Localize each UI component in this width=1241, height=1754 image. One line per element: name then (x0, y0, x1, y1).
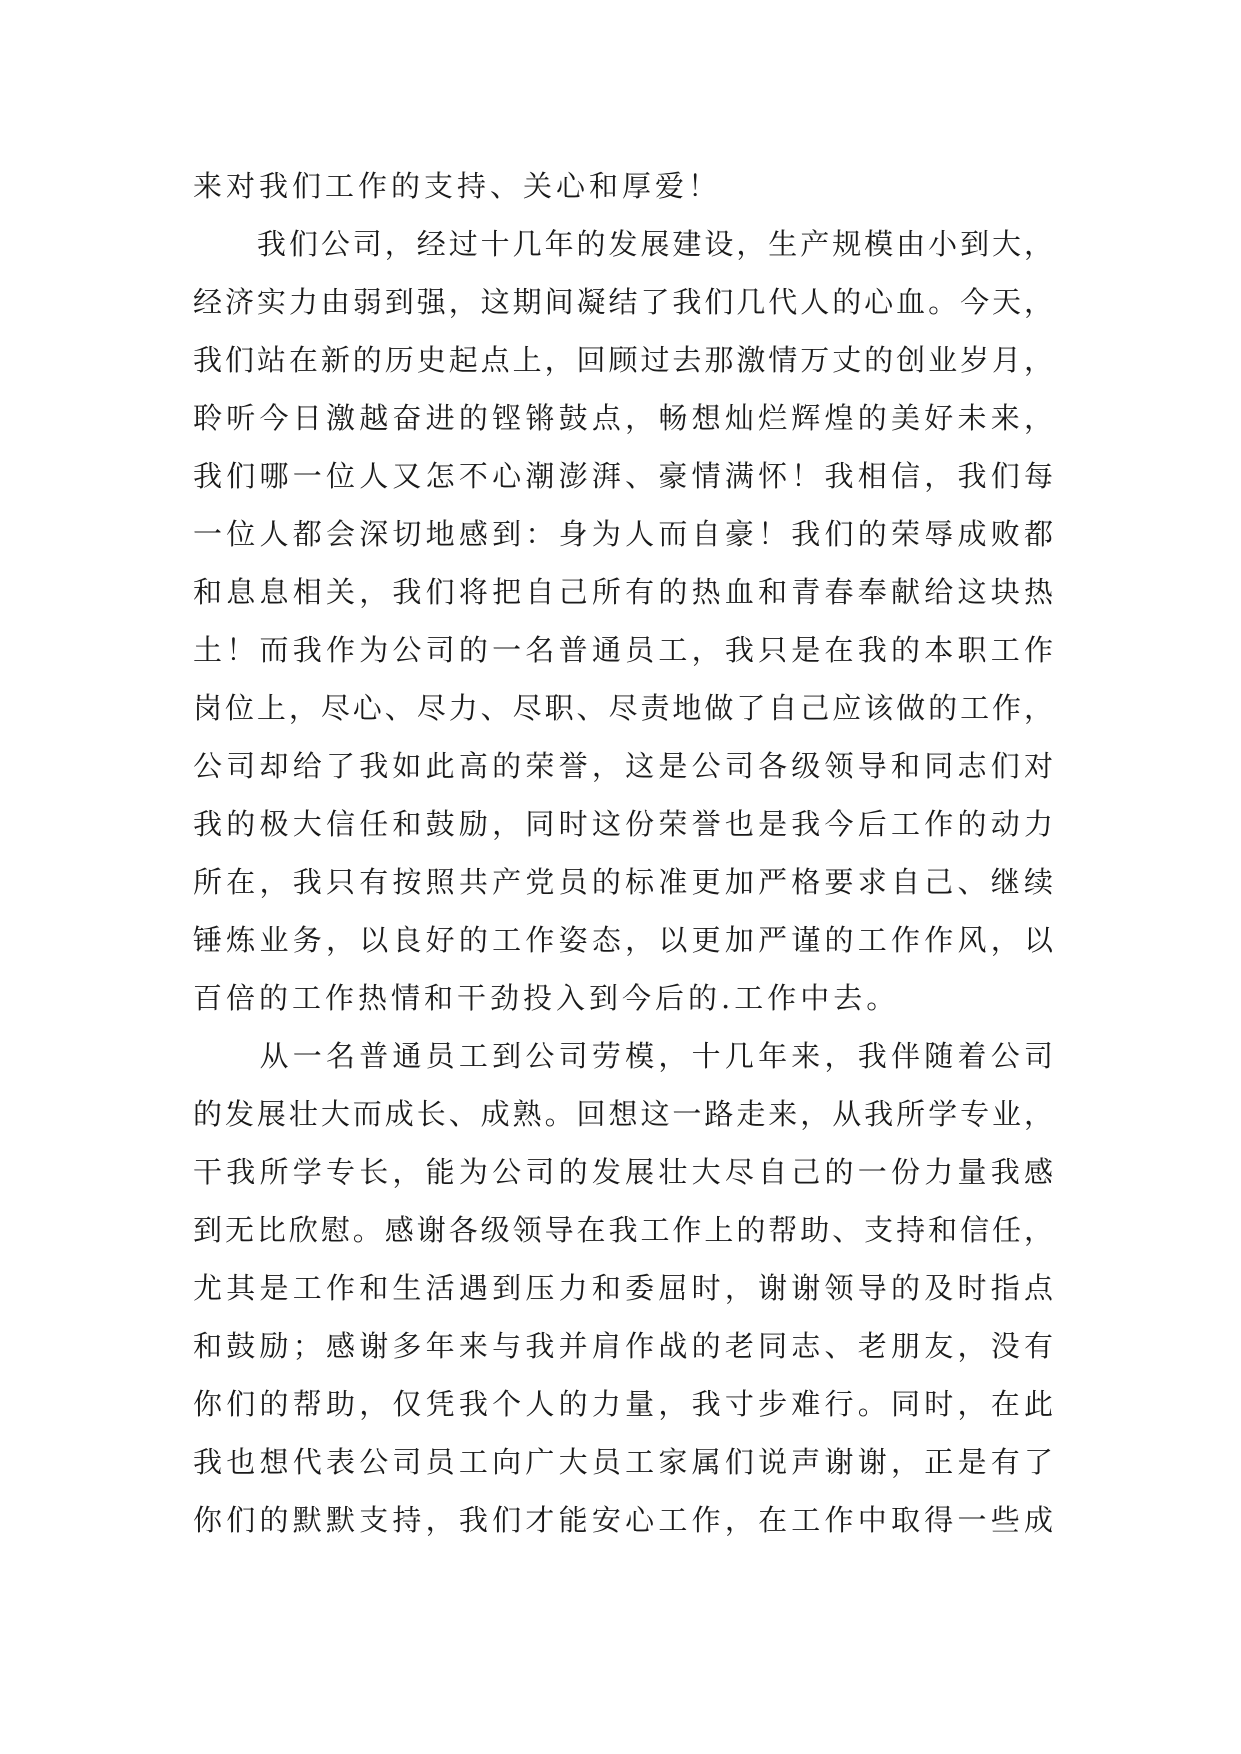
text-line: 所在，我只有按照共产党员的标准更加严格要求自己、继续 (193, 865, 1053, 899)
text-line: 尤其是工作和生活遇到压力和委屈时，谢谢领导的及时指点 (193, 1271, 1053, 1305)
text-line: 我的极大信任和鼓励，同时这份荣誉也是我今后工作的动力 (193, 807, 1053, 841)
text-line: 和鼓励；感谢多年来与我并肩作战的老同志、老朋友，没有 (193, 1329, 1053, 1363)
text-line: 到无比欣慰。感谢各级领导在我工作上的帮助、支持和信任， (193, 1213, 1053, 1247)
text-line: 我们哪一位人又怎不心潮澎湃、豪情满怀！我相信，我们每 (193, 459, 1053, 493)
text-line: 你们的帮助，仅凭我个人的力量，我寸步难行。同时，在此 (193, 1387, 1053, 1421)
text-line: 土！而我作为公司的一名普通员工，我只是在我的本职工作 (193, 633, 1053, 667)
text-line: 百倍的工作热情和干劲投入到今后的.工作中去。 (193, 981, 900, 1015)
text-line: 岗位上，尽心、尽力、尽职、尽责地做了自己应该做的工作， (193, 691, 1053, 725)
text-line: 我们站在新的历史起点上，回顾过去那激情万丈的创业岁月， (193, 343, 1053, 377)
text-line: 聆听今日激越奋进的铿锵鼓点，畅想灿烂辉煌的美好未来， (193, 401, 1053, 435)
text-line: 干我所学专长，能为公司的发展壮大尽自己的一份力量我感 (193, 1155, 1053, 1189)
text-line: 一位人都会深切地感到：身为人而自豪！我们的荣辱成败都 (193, 517, 1053, 551)
text-line: 来对我们工作的支持、关心和厚爱！ (193, 169, 722, 203)
text-line: 我也想代表公司员工向广大员工家属们说声谢谢，正是有了 (193, 1445, 1053, 1479)
text-line: 公司却给了我如此高的荣誉，这是公司各级领导和同志们对 (193, 749, 1053, 783)
text-line: 锤炼业务，以良好的工作姿态，以更加严谨的工作作风，以 (193, 923, 1053, 957)
text-line: 你们的默默支持，我们才能安心工作，在工作中取得一些成 (193, 1503, 1053, 1537)
text-line: 从一名普通员工到公司劳模，十几年来，我伴随着公司 (193, 1039, 1053, 1073)
text-line: 的发展壮大而成长、成熟。回想这一路走来，从我所学专业， (193, 1097, 1053, 1131)
body-text (193, 157, 1053, 1549)
text-line: 经济实力由弱到强，这期间凝结了我们几代人的心血。今天， (193, 285, 1053, 319)
text-line: 和息息相关，我们将把自己所有的热血和青春奉献给这块热 (193, 575, 1053, 609)
text-line: 我们公司，经过十几年的发展建设，生产规模由小到大， (193, 227, 1053, 261)
